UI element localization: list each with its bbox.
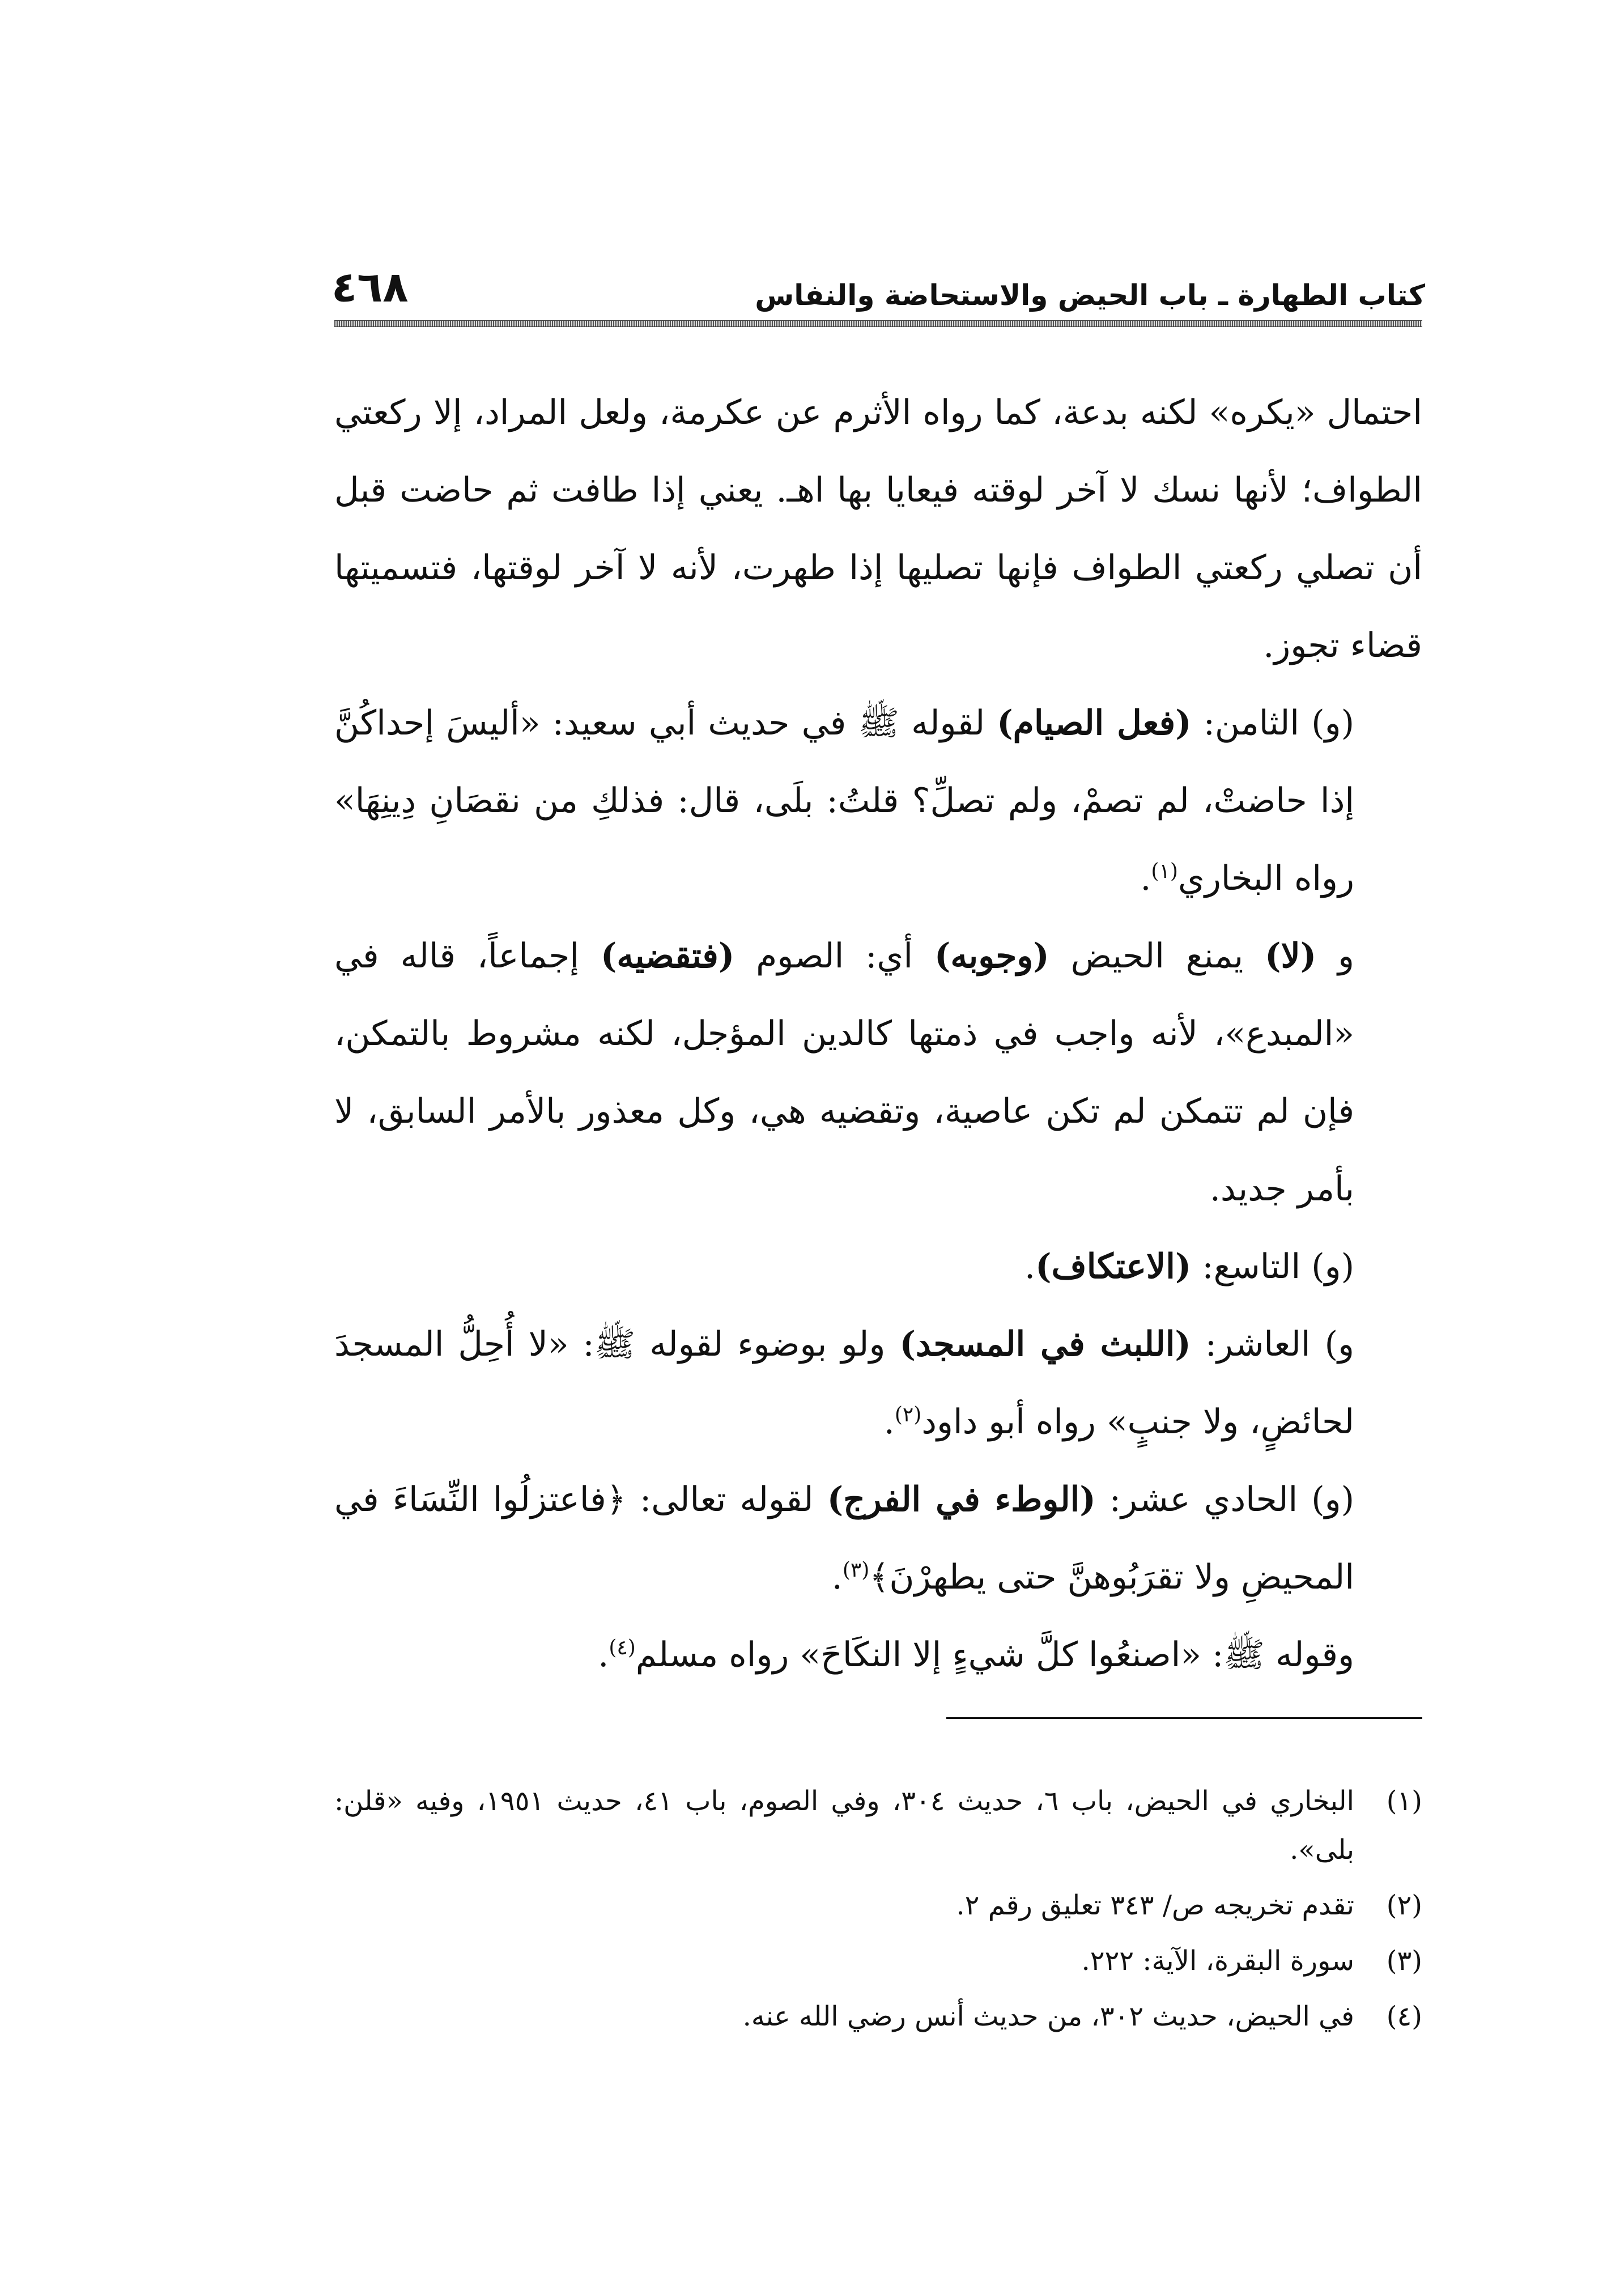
footnote-number: (٤) bbox=[1386, 2001, 1422, 2032]
footnote-ref[interactable]: (٣) bbox=[842, 1559, 870, 1582]
bold-term: (وجوبه) bbox=[934, 936, 1049, 976]
footnote-number: (١) bbox=[1386, 1785, 1422, 1817]
bold-term: (لا) bbox=[1265, 936, 1317, 976]
footnotes bbox=[334, 1777, 1422, 2048]
bold-term: (الاعتكاف) bbox=[1035, 1247, 1192, 1286]
footnote-ref[interactable]: (١) bbox=[1151, 860, 1178, 883]
chapter-title: كتاب الطهارة ـ باب الحيض والاستحاضة والنفاس bbox=[755, 279, 1425, 312]
paragraph: و (لا) يمنع الحيض (وجوبه) أي: الصوم (فتقضيه) إجماعاً، قاله في «المبدع»، لأنه واجب في ذمتها كالدين المؤجل، لكنه مشروط بالتمكن، فإن لم تتمكن لم تكن عاصية، وتقضيه هي، وكل معذور بالأمر السابق، لا بأمر جديد. bbox=[334, 936, 1355, 1209]
paragraph: وقوله ﷺ: «اصنعُوا كلَّ شيءٍ إلا النكَاحَ» رواه مسلم$^{(٤)}$. bbox=[598, 1635, 1354, 1675]
running-header bbox=[331, 249, 1425, 312]
paragraph: احتمال «يكره» لكنه بدعة، كما رواه الأثرم عن عكرمة، ولعل المراد، إلا ركعتي الطواف؛ لأنها نسك لا آخر لوقته فيعايا بها اهـ. يعني إذا طافت ثم حاضت قبل أن تصلي ركعتي الطواف فإنها تصليها إذا طهرت، لأنه لا آخر لوقتها، فتسميتها قضاء تجوز. bbox=[334, 393, 1422, 665]
bold-term: (اللبث في المسجد) bbox=[899, 1324, 1191, 1364]
footnote bbox=[334, 1937, 1422, 1985]
footnote bbox=[334, 1777, 1422, 1874]
footnote-number: (٣) bbox=[1386, 1945, 1422, 1977]
bold-term: (فتقضيه) bbox=[601, 936, 735, 976]
page-number: ٤٦٨ bbox=[331, 263, 409, 312]
header-rule bbox=[334, 320, 1422, 327]
footnote-text: في الحيض، حديث ٣٠٢، من حديث أنس رضي الله عنه. bbox=[742, 2001, 1354, 2032]
footnote bbox=[334, 1881, 1422, 1930]
footnote-text: تقدم تخريجه ص/ ٣٤٣ تعليق رقم ٢. bbox=[956, 1889, 1354, 1921]
footnote-ref[interactable]: (٤) bbox=[609, 1636, 636, 1659]
bold-term: (الوطء في الفرج) bbox=[827, 1480, 1096, 1519]
footnote-text: سورة البقرة، الآية: ٢٢٢. bbox=[1081, 1945, 1354, 1977]
paragraph: (و) التاسع: (الاعتكاف). bbox=[1024, 1247, 1354, 1286]
footnote-number: (٢) bbox=[1386, 1889, 1422, 1921]
paragraph: (و) الحادي عشر: (الوطء في الفرج) لقوله تعالى: ﴿فاعتزلُوا النِّسَاءَ في المحيضِ ولا تقرَبُوهنَّ حتى يطهرْنَ﴾$^{(٣)}$. bbox=[334, 1480, 1354, 1597]
paragraph: و) العاشر: (اللبث في المسجد) ولو بوضوء لقوله ﷺ: «لا أُحِلُّ المسجدَ لحائضٍ، ولا جنبٍ» رواه أبو داود$^{(٢)}$. bbox=[334, 1324, 1354, 1442]
footnote-ref[interactable]: (٢) bbox=[894, 1403, 922, 1426]
footnote-separator bbox=[946, 1717, 1422, 1719]
footnote bbox=[334, 1992, 1422, 2041]
paragraph: (و) الثامن: (فعل الصيام) لقوله ﷺ في حديث أبي سعيد: «أليسَ إحداكُنَّ إذا حاضتْ، لم تصمْ، ولم تصلِّ؟ قلتُ: بلَى، قال: فذلكِ من نقصَانِ دِينِهَا» رواه البخاري$^{(١)}$. bbox=[334, 703, 1354, 898]
footnote-text: البخاري في الحيض، باب ٦، حديث ٣٠٤، وفي الصوم، باب ٤١، حديث ١٩٥١، وفيه «قلن: بلى». bbox=[334, 1785, 1354, 1866]
main-text bbox=[334, 374, 1422, 1694]
bold-term: (فعل الصيام) bbox=[997, 703, 1192, 743]
